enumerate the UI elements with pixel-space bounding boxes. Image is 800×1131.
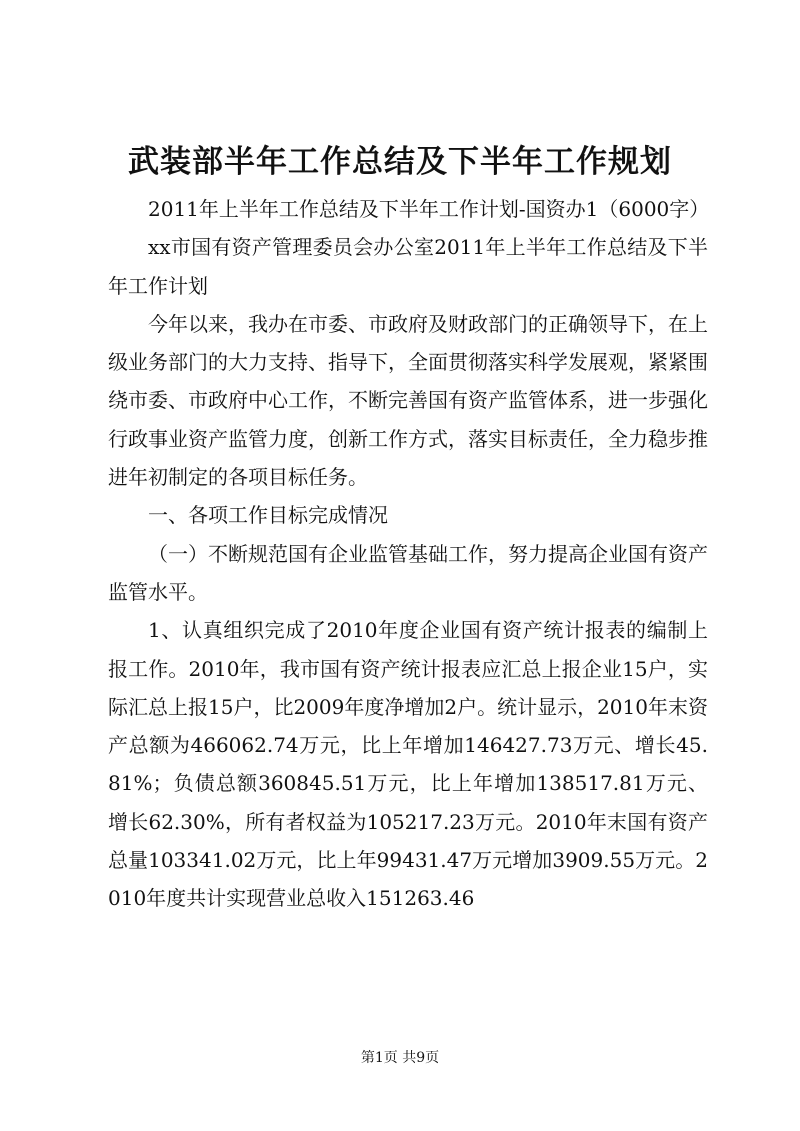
document-body	[108, 190, 708, 918]
paragraph-subtitle: 2011年上半年工作总结及下半年工作计划-国资办1（6000字）	[148, 197, 710, 221]
page-footer: 第1页 共9页	[360, 1050, 440, 1066]
paragraph-intro: 今年以来，我办在市委、市政府及财政部门的正确领导下，在上级业务部门的大力支持、指导下，全面贯彻落实科学发展观，紧紧围绕市委、市政府中心工作，不断完善国有资产监管体系，进一步强化行政事业资产监管力度，创新工作方式，落实目标责任，全力稳步推进年初制定的各项目标任务。	[108, 311, 708, 490]
paragraph-office-heading: xx市国有资产管理委员会办公室2011年上半年工作总结及下半年工作计划	[108, 235, 708, 298]
paragraph-statistics: 1、认真组织完成了2010年度企业国有资产统计报表的编制上报工作。2010年，我市国有资产统计报表应汇总上报企业15户，实际汇总上报15户，比2009年度净增加2户。统计显示，2010年末资产总额为466062.74万元，比上年增加146427.73万元、增长45.81%；负债总额360845.51万元，比上年增加138517.81万元、增长62.30%，所有者权益为105217.23万元。2010年末国有资产总量103341.02万元，比上年99431.47万元增加3909.55万元。2010年度共计实现营业总收入151263.46	[108, 618, 708, 911]
section-heading-1: 一、各项工作目标完成情况	[148, 503, 388, 528]
document-title: 武装部半年工作总结及下半年工作规划	[128, 144, 672, 180]
subsection-heading-1: （一）不断规范国有企业监管基础工作，努力提高企业国有资产监管水平。	[108, 541, 708, 604]
